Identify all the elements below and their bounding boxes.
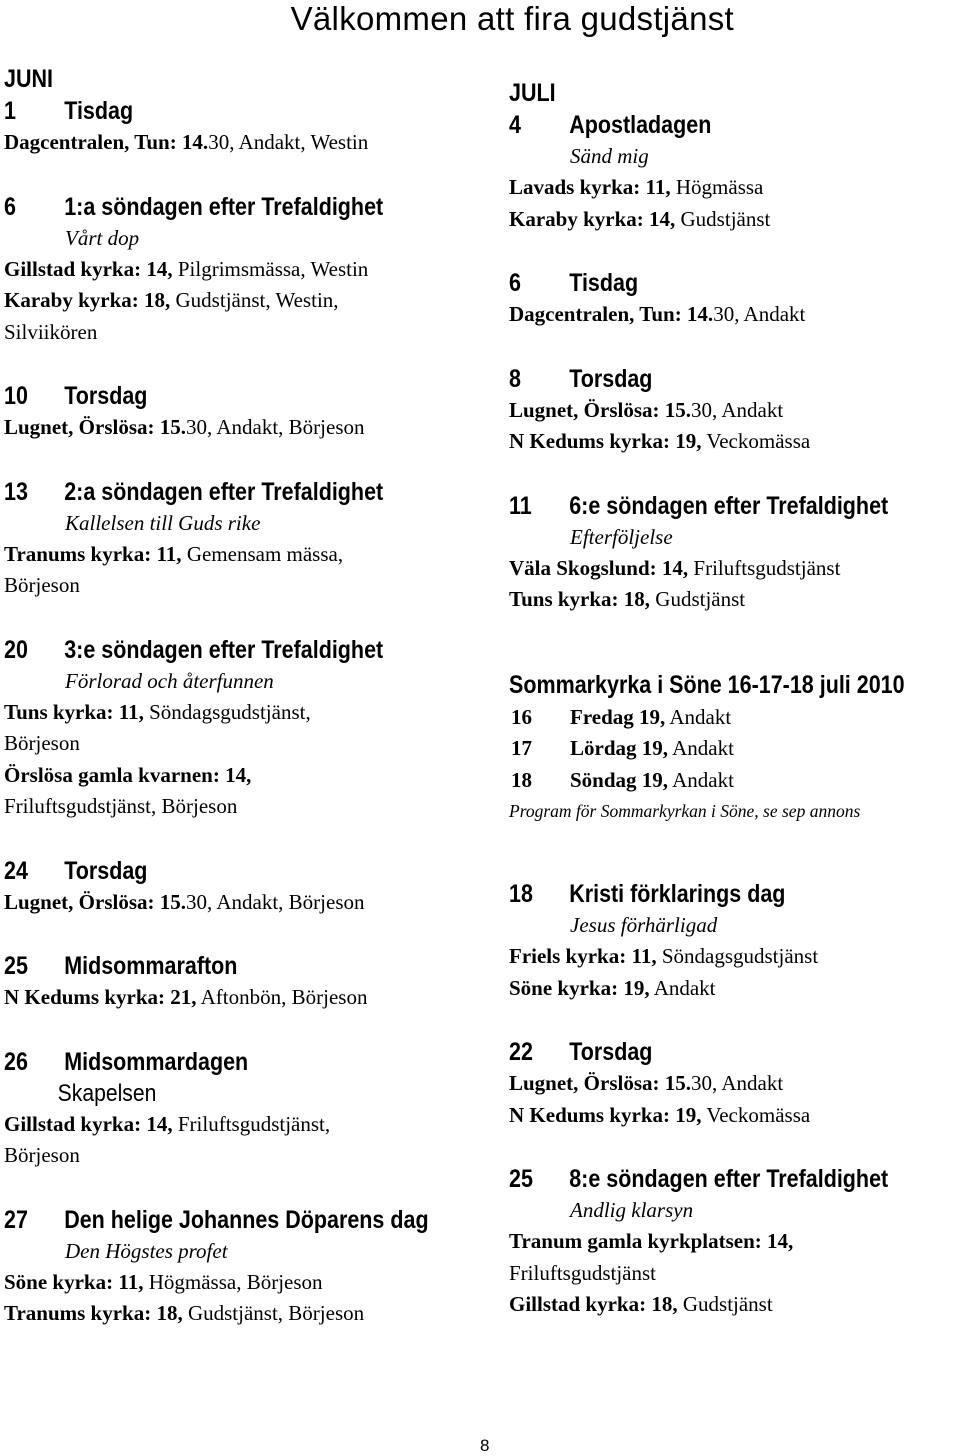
event-block	[509, 109, 960, 235]
event-day-number: 13	[4, 477, 28, 506]
event-heading	[4, 380, 417, 412]
location-name: N Kedums kyrka: 19,	[509, 429, 702, 453]
location-name: Söne kyrka: 11,	[4, 1269, 144, 1294]
event-day-number: 6	[509, 269, 521, 297]
sommarkyrka-day	[509, 733, 960, 765]
event-location-line	[509, 172, 960, 204]
event-heading	[509, 1163, 897, 1195]
july-column	[509, 78, 960, 1321]
day-name: Lördag 19,	[570, 736, 669, 760]
event-day-number: 22	[509, 1038, 533, 1066]
sommarkyrka-days	[509, 702, 960, 797]
day-number: 17	[511, 736, 532, 760]
location-name: Gillstad kyrka: 18,	[509, 1292, 678, 1316]
event-location-line	[509, 1100, 960, 1132]
event-heading	[4, 634, 417, 666]
event-day-name: Torsdag	[569, 1038, 653, 1066]
event-theme: Sänd mig	[570, 144, 649, 168]
location-name: Lugnet, Örslösa: 15.	[509, 1071, 692, 1095]
service-detail: Gudstjänst	[675, 206, 771, 231]
event-theme: Jesus förhärligad	[570, 913, 718, 937]
sommarkyrka-note: Program för Sommarkyrkan i Söne, se sep annons	[509, 801, 861, 821]
location-name: Tuns kyrka: 11,	[4, 699, 144, 724]
event-block	[509, 1036, 960, 1131]
event-day-name: 2:a söndagen efter Trefaldighet	[64, 477, 384, 506]
service-detail: Friluftsgudstjänst	[509, 1260, 657, 1285]
event-day-number: 10	[4, 382, 28, 410]
service-detail: Friluftsgudstjänst, Börjeson	[4, 794, 238, 818]
event-location-line	[4, 127, 484, 159]
location-name: Karaby kyrka: 18,	[4, 288, 171, 312]
location-name: Tranums kyrka: 11,	[4, 541, 182, 566]
event-block	[4, 1046, 484, 1172]
event-location-line	[4, 285, 484, 317]
event-day-number: 6	[4, 192, 16, 221]
event-block	[4, 380, 484, 444]
location-name: N Kedums kyrka: 19,	[509, 1102, 702, 1127]
event-theme: Vårt dop	[65, 225, 140, 250]
event-location-line	[4, 254, 484, 286]
event-location-line	[509, 299, 960, 331]
event-heading	[509, 490, 897, 522]
event-location-line	[4, 697, 484, 729]
event-heading	[509, 878, 897, 910]
event-location-line	[4, 982, 484, 1014]
event-block	[4, 95, 484, 159]
location-name: Dagcentralen, Tun: 14.	[4, 130, 209, 154]
location-name: Karaby kyrka: 14,	[509, 206, 676, 231]
page-title: Välkommen att fira gudstjänst	[290, 0, 734, 37]
event-day-name: Kristi förklarings dag	[569, 880, 786, 908]
july-event-list-a	[509, 109, 960, 616]
event-location-line	[509, 1258, 960, 1290]
service-detail: 30, Andakt	[713, 302, 806, 326]
month-heading: JULI	[509, 79, 556, 107]
location-name: Dagcentralen, Tun: 14.	[509, 302, 714, 326]
event-block	[509, 878, 960, 1004]
event-theme: Den Högstes profet	[65, 1238, 228, 1263]
service-detail: Silviikören	[4, 319, 98, 344]
event-location-line	[4, 412, 484, 444]
event-day-number: 4	[509, 111, 521, 139]
event-block	[4, 476, 484, 602]
event-block	[4, 855, 484, 919]
service-detail: Pilgrimsmässa, Westin	[172, 256, 369, 281]
event-theme: Förlorad och återfunnen	[65, 668, 274, 693]
location-name: Tranums kyrka: 18,	[4, 1301, 183, 1325]
event-heading	[509, 267, 897, 299]
event-location-line	[4, 1109, 484, 1141]
service-detail: Veckomässa	[701, 1102, 811, 1127]
service-detail: Friluftsgudstjänst,	[172, 1111, 331, 1136]
service-detail: Aftonbön, Börjeson	[196, 985, 368, 1009]
event-day-number: 1	[4, 97, 16, 125]
event-heading	[4, 191, 417, 223]
event-location-line	[4, 1298, 484, 1330]
service-detail: Börjeson	[4, 731, 80, 755]
event-location-line	[4, 1267, 484, 1299]
location-name: Lugnet, Örslösa: 15.	[509, 397, 692, 422]
day-number: 18	[511, 767, 532, 792]
event-block	[509, 490, 960, 616]
event-location-line	[509, 553, 960, 585]
location-name: Gillstad kyrka: 14,	[4, 1111, 173, 1136]
location-name: Lugnet, Örslösa: 15.	[4, 889, 187, 914]
june-event-list	[4, 95, 484, 1330]
event-day-name: Tisdag	[64, 97, 134, 125]
event-day-number: 26	[4, 1047, 28, 1076]
month-heading: JUNI	[4, 65, 53, 93]
event-day-number: 25	[4, 952, 28, 980]
event-location-line	[4, 760, 484, 792]
event-day-name: Torsdag	[569, 364, 653, 393]
sommarkyrka-day	[509, 702, 960, 734]
service-detail: Veckomässa	[701, 429, 811, 453]
service-detail: Högmässa, Börjeson	[143, 1269, 323, 1294]
event-block	[4, 1204, 484, 1330]
service-detail: Högmässa	[670, 175, 764, 199]
july-event-list-b	[509, 878, 960, 1321]
event-block	[509, 1163, 960, 1321]
service-detail: Gudstjänst, Börjeson	[182, 1301, 365, 1325]
location-name: Väla Skogslund: 14,	[509, 555, 689, 580]
service-detail: Börjeson	[4, 573, 80, 597]
sommarkyrka-day	[509, 765, 960, 797]
event-location-line	[509, 395, 960, 427]
event-day-number: 20	[4, 635, 28, 664]
service-detail: 30, Andakt, Börjeson	[186, 415, 365, 439]
service-detail: Söndagsgudstjänst,	[143, 699, 311, 724]
event-day-number: 11	[509, 491, 532, 520]
june-column	[4, 64, 484, 1330]
event-day-number: 24	[4, 856, 28, 885]
event-block	[4, 191, 484, 349]
event-day-name: Torsdag	[64, 856, 148, 885]
event-day-name: Midsommardagen	[64, 1047, 249, 1076]
page-number: 8	[480, 1436, 490, 1455]
event-heading	[509, 363, 897, 395]
service-detail: Andakt	[668, 767, 734, 792]
sommarkyrka-section	[509, 668, 960, 827]
location-name: Örslösa gamla kvarnen: 14,	[4, 762, 252, 787]
day-number: 16	[511, 704, 532, 729]
event-location-line	[509, 426, 960, 458]
event-day-number: 27	[4, 1205, 28, 1234]
event-block	[509, 363, 960, 458]
service-detail: Gemensam mässa,	[181, 541, 344, 566]
event-heading	[4, 95, 417, 127]
event-day-name: 8:e söndagen efter Trefaldighet	[569, 1165, 889, 1193]
location-name: Friels kyrka: 11,	[509, 944, 657, 968]
event-location-line	[4, 317, 484, 349]
location-name: Söne kyrka: 19,	[509, 975, 650, 1000]
event-theme: Skapelsen	[57, 1079, 157, 1107]
service-detail: 30, Andakt	[691, 1071, 784, 1095]
event-block	[4, 950, 484, 1014]
event-theme: Kallelsen till Guds rike	[65, 510, 261, 535]
event-location-line	[509, 973, 960, 1005]
event-location-line	[4, 1140, 484, 1172]
event-heading	[4, 855, 417, 887]
event-location-line	[509, 1226, 960, 1258]
event-location-line	[509, 1289, 960, 1321]
service-detail: 30, Andakt	[691, 397, 784, 422]
service-detail: Söndagsgudstjänst	[656, 944, 819, 968]
location-name: Tranum gamla kyrkplatsen: 14,	[509, 1229, 794, 1253]
event-theme: Andlig klarsyn	[570, 1198, 694, 1222]
event-day-number: 8	[509, 364, 521, 393]
event-location-line	[509, 584, 960, 616]
event-location-line	[509, 941, 960, 973]
event-day-number: 18	[509, 880, 533, 908]
day-name: Söndag 19,	[570, 767, 669, 792]
event-theme: Efterföljelse	[570, 524, 673, 549]
location-name: Tuns kyrka: 18,	[509, 587, 651, 611]
event-day-name: Midsommarafton	[64, 952, 238, 980]
event-heading	[4, 1204, 429, 1236]
event-day-name: Torsdag	[64, 382, 148, 410]
service-detail: Andakt	[668, 736, 734, 760]
service-detail: Andakt	[649, 975, 716, 1000]
sommarkyrka-title: Sommarkyrka i Söne 16-17-18 juli 2010	[509, 670, 905, 699]
day-name: Fredag 19,	[570, 704, 666, 729]
event-location-line	[4, 728, 484, 760]
location-name: Lugnet, Örslösa: 15.	[4, 415, 187, 439]
location-name: Lavads kyrka: 11,	[509, 175, 671, 199]
event-location-line	[509, 1068, 960, 1100]
event-day-name: 3:e söndagen efter Trefaldighet	[64, 635, 384, 664]
event-day-name: 1:a söndagen efter Trefaldighet	[64, 192, 384, 221]
event-heading	[4, 476, 417, 508]
event-heading	[509, 109, 897, 141]
event-block	[509, 267, 960, 331]
service-detail: Gudstjänst	[677, 1292, 773, 1316]
service-detail: Friluftsgudstjänst	[688, 555, 841, 580]
event-day-name: Den helige Johannes Döparens dag	[64, 1205, 429, 1234]
service-detail: Gudstjänst, Westin,	[170, 288, 339, 312]
service-detail: 30, Andakt, Börjeson	[186, 889, 365, 914]
event-day-name: Tisdag	[569, 269, 639, 297]
location-name: Gillstad kyrka: 14,	[4, 256, 173, 281]
event-block	[4, 634, 484, 823]
location-name: N Kedums kyrka: 21,	[4, 985, 197, 1009]
event-location-line	[4, 570, 484, 602]
event-location-line	[4, 887, 484, 919]
service-detail: Gudstjänst	[650, 587, 746, 611]
event-heading	[4, 1046, 417, 1078]
event-location-line	[509, 204, 960, 236]
event-day-number: 25	[509, 1165, 533, 1193]
service-detail: 30, Andakt, Westin	[208, 130, 369, 154]
service-detail: Andakt	[665, 704, 732, 729]
service-detail: Börjeson	[4, 1143, 80, 1167]
event-day-name: 6:e söndagen efter Trefaldighet	[569, 491, 889, 520]
event-day-name: Apostladagen	[569, 111, 712, 139]
event-location-line	[4, 539, 484, 571]
event-heading	[4, 950, 417, 982]
event-location-line	[4, 791, 484, 823]
event-heading	[509, 1036, 897, 1068]
